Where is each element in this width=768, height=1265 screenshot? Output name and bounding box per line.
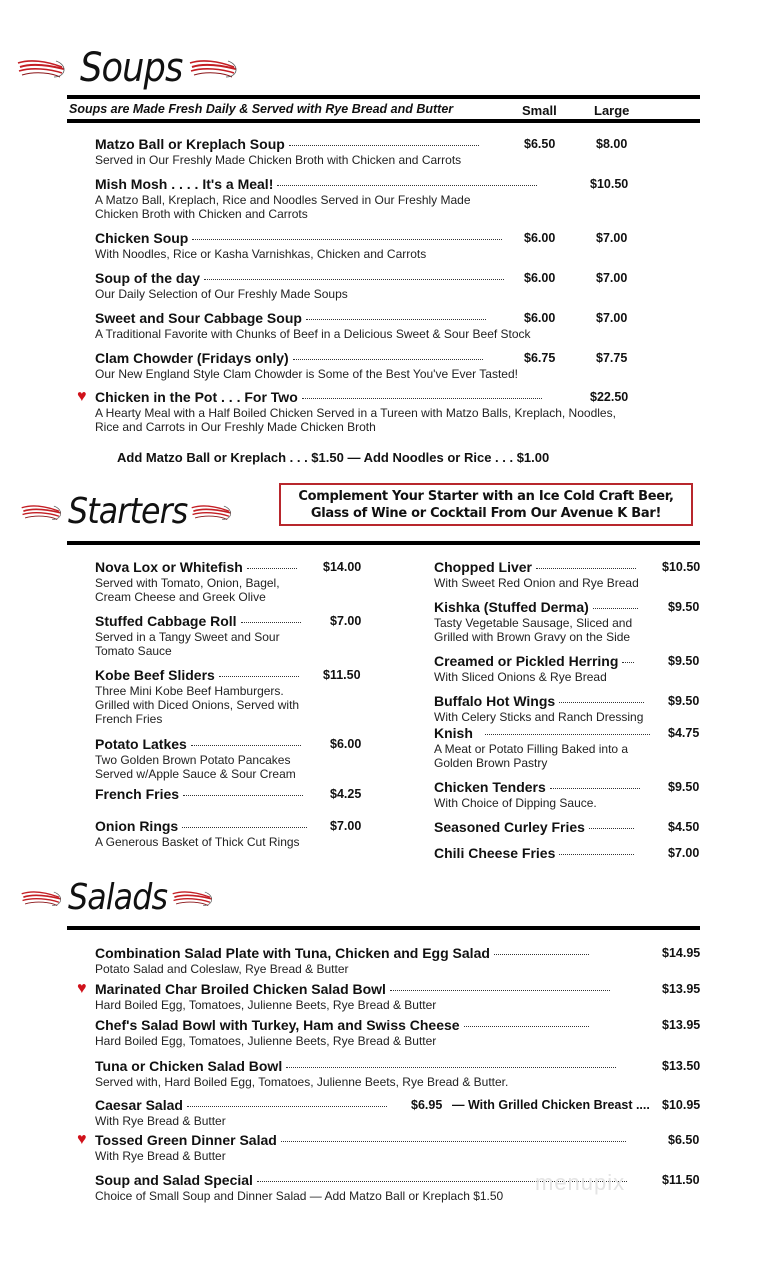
section-title: Soups [80,45,183,91]
grilled-chicken-option: — With Grilled Chicken Breast .... [452,1098,650,1112]
menu-item-name: Matzo Ball or Kreplach Soup [95,136,515,152]
flourish-left-icon [20,887,64,909]
menu-item-name: Nova Lox or Whitefish [95,559,313,575]
menu-item-name: Seasoned Curley Fries [434,819,656,835]
menu-item-name: Creamed or Pickled Herring [434,653,656,669]
price: $4.75 [668,726,700,740]
menu-item-desc: With Rye Bread & Butter [95,1149,226,1163]
menu-item-desc: Golden Brown Pastry [434,756,548,770]
price: $7.00 [330,614,362,628]
menu-item-desc: With Sweet Red Onion and Rye Bread [434,576,639,590]
price: $7.00 [668,846,700,860]
menu-item-desc: Two Golden Brown Potato Pancakes [95,753,291,767]
menu-item-desc: Hard Boiled Egg, Tomatoes, Julienne Beets, Rye Bread & Butter [95,998,437,1012]
price-small: $6.00 [524,231,556,245]
price: $9.50 [668,780,700,794]
menu-item-desc: With Sliced Onions & Rye Bread [434,670,607,684]
menu-item-desc: Served in a Tangy Sweet and Sour [95,630,280,644]
price: $11.50 [662,1173,700,1187]
column-small: Small [522,103,557,118]
menu-item-desc: Grilled with Brown Gravy on the Side [434,630,631,644]
column-large: Large [594,103,630,118]
menu-item-desc: A Meat or Potato Filling Baked into a [434,742,629,756]
divider [67,119,700,123]
section-title: Salads [68,877,168,918]
menu-item-desc: Served w/Apple Sauce & Sour Cream [95,767,296,781]
menu-item-desc: Hard Boiled Egg, Tomatoes, Julienne Beets, Rye Bread & Butter [95,1034,437,1048]
starters-heading [20,491,234,532]
menu-item-desc: Served in Our Freshly Made Chicken Broth with Chicken and Carrots [95,153,462,167]
price: $7.00 [330,819,362,833]
price: $14.00 [323,560,362,574]
divider [67,541,700,545]
flourish-right-icon [188,55,240,81]
price-small: $6.50 [524,137,556,151]
price-plain: $6.95 [411,1098,443,1112]
menu-item-desc: A Hearty Meal with a Half Boiled Chicken Served in a Tureen with Matzo Balls, Kreplach, Noodles, [95,406,616,420]
menu-item-desc: Grilled with Diced Onions, Served with [95,698,300,712]
menu-item-name: French Fries [95,786,320,802]
price: $4.25 [330,787,362,801]
flourish-right-icon [171,887,215,909]
price-large: $8.00 [596,137,628,151]
price-small: $6.00 [524,311,556,325]
menu-item-desc: Served with, Hard Boiled Egg, Tomatoes, Julienne Beets, Rye Bread & Butter. [95,1075,509,1089]
soup-addons: Add Matzo Ball or Kreplach . . . $1.50 — Add Noodles or Rice . . . $1.00 [117,450,550,465]
price: $6.00 [330,737,362,751]
price: $22.50 [590,390,629,404]
menu-item-name: Potato Latkes [95,736,320,752]
price: $13.50 [662,1059,701,1073]
menu-item-desc: Choice of Small Soup and Dinner Salad — Add Matzo Ball or Kreplach $1.50 [95,1189,504,1203]
menu-item-name: Stuffed Cabbage Roll [95,613,320,629]
menu-item-desc: With Rye Bread & Butter [95,1114,226,1128]
menu-item-desc: With Noodles, Rice or Kasha Varnishkas, Chicken and Carrots [95,247,427,261]
menu-item-name: Kishka (Stuffed Derma) [434,599,656,615]
menu-item-name: Chef's Salad Bowl with Turkey, Ham and Swiss Cheese [95,1017,653,1033]
price-small: $6.75 [524,351,556,365]
menu-item-desc: Chicken Broth with Chicken and Carrots [95,207,308,221]
menu-item-name: Sweet and Sour Cabbage Soup [95,310,515,326]
price: $10.50 [590,177,629,191]
price: $10.95 [662,1098,701,1112]
promo-line: Glass of Wine or Cocktail From Our Avenue K Bar! [310,505,662,521]
price-large: $7.00 [596,311,628,325]
soups-heading [16,45,240,91]
menu-item-name: Marinated Char Broiled Chicken Salad Bowl [95,981,653,997]
price: $9.50 [668,654,700,668]
favorite-heart-icon: ♥ [77,388,87,405]
menu-item-name: Tuna or Chicken Salad Bowl [95,1058,653,1074]
section-title: Starters [68,491,188,532]
price: $13.95 [662,982,701,996]
menu-item-desc: Cream Cheese and Greek Olive [95,590,266,604]
flourish-left-icon [20,501,64,523]
menu-item-name: Chili Cheese Fries [434,845,656,861]
price: $14.95 [662,946,701,960]
price: $9.50 [668,694,700,708]
bar-promo-box [279,483,693,526]
divider [67,95,700,99]
price-small: $6.00 [524,271,556,285]
menu-item-name: Clam Chowder (Fridays only) [95,350,515,366]
menu-item-desc: Three Mini Kobe Beef Hamburgers. [95,684,284,698]
salads-heading [20,877,215,918]
price-large: $7.00 [596,231,628,245]
menu-item-desc: Our New England Style Clam Chowder is Some of the Best You've Ever Tasted! [95,367,518,381]
menu-item-name: Combination Salad Plate with Tuna, Chicken and Egg Salad [95,945,653,961]
watermark: menupix [535,1170,626,1195]
menu-item-desc: Tomato Sauce [95,644,172,658]
menu-item-name: Knish [434,725,656,741]
menu-item-name: Tossed Green Dinner Salad [95,1132,658,1148]
menu-item-desc: A Generous Basket of Thick Cut Rings [95,835,300,849]
menu-item-desc: A Traditional Favorite with Chunks of Beef in a Delicious Sweet & Sour Beef Stock [95,327,531,341]
price: $10.50 [662,560,701,574]
menu-item-desc: With Celery Sticks and Ranch Dressing [434,710,644,724]
menu-item-desc: Served with Tomato, Onion, Bagel, [95,576,280,590]
flourish-left-icon [16,55,68,81]
price: $11.50 [323,668,361,682]
divider [67,926,700,930]
price-large: $7.00 [596,271,628,285]
menu-item-desc: Potato Salad and Coleslaw, Rye Bread & Butter [95,962,349,976]
menu-item-name: Buffalo Hot Wings [434,693,656,709]
price: $4.50 [668,820,700,834]
menu-item-name: Kobe Beef Sliders [95,667,313,683]
menu-item-name: Chicken Tenders [434,779,656,795]
favorite-heart-icon: ♥ [77,1131,87,1148]
menu-item-name: Chopped Liver [434,559,656,575]
menu-item-desc: With Choice of Dipping Sauce. [434,796,597,810]
price: $9.50 [668,600,700,614]
menu-item-name: Mish Mosh . . . . It's a Meal! [95,176,579,192]
menu-item-name: Onion Rings [95,818,320,834]
menu-item-desc: French Fries [95,712,163,726]
menu-item-desc: A Matzo Ball, Kreplach, Rice and Noodles Served in Our Freshly Made [95,193,471,207]
soups-subtitle: Soups are Made Fresh Daily & Served with Rye Bread and Butter [69,102,454,116]
price: $6.50 [668,1133,700,1147]
menu-item-name: Soup and Salad Special [95,1172,653,1188]
promo-line: Complement Your Starter with an Ice Cold Craft Beer, [298,488,674,504]
menu-item-desc: Rice and Carrots in Our Freshly Made Chicken Broth [95,420,376,434]
menu-item-desc: Tasty Vegetable Sausage, Sliced and [434,616,633,630]
flourish-right-icon [190,501,234,523]
menu-item-name: Chicken in the Pot . . . For Two [95,389,579,405]
menu-item-name: Chicken Soup [95,230,515,246]
price: $13.95 [662,1018,701,1032]
menu-item-name: Soup of the day [95,270,515,286]
menu-item-desc: Our Daily Selection of Our Freshly Made Soups [95,287,348,301]
menu-item-name: Caesar Salad [95,1097,400,1113]
price-large: $7.75 [596,351,628,365]
favorite-heart-icon: ♥ [77,980,87,997]
